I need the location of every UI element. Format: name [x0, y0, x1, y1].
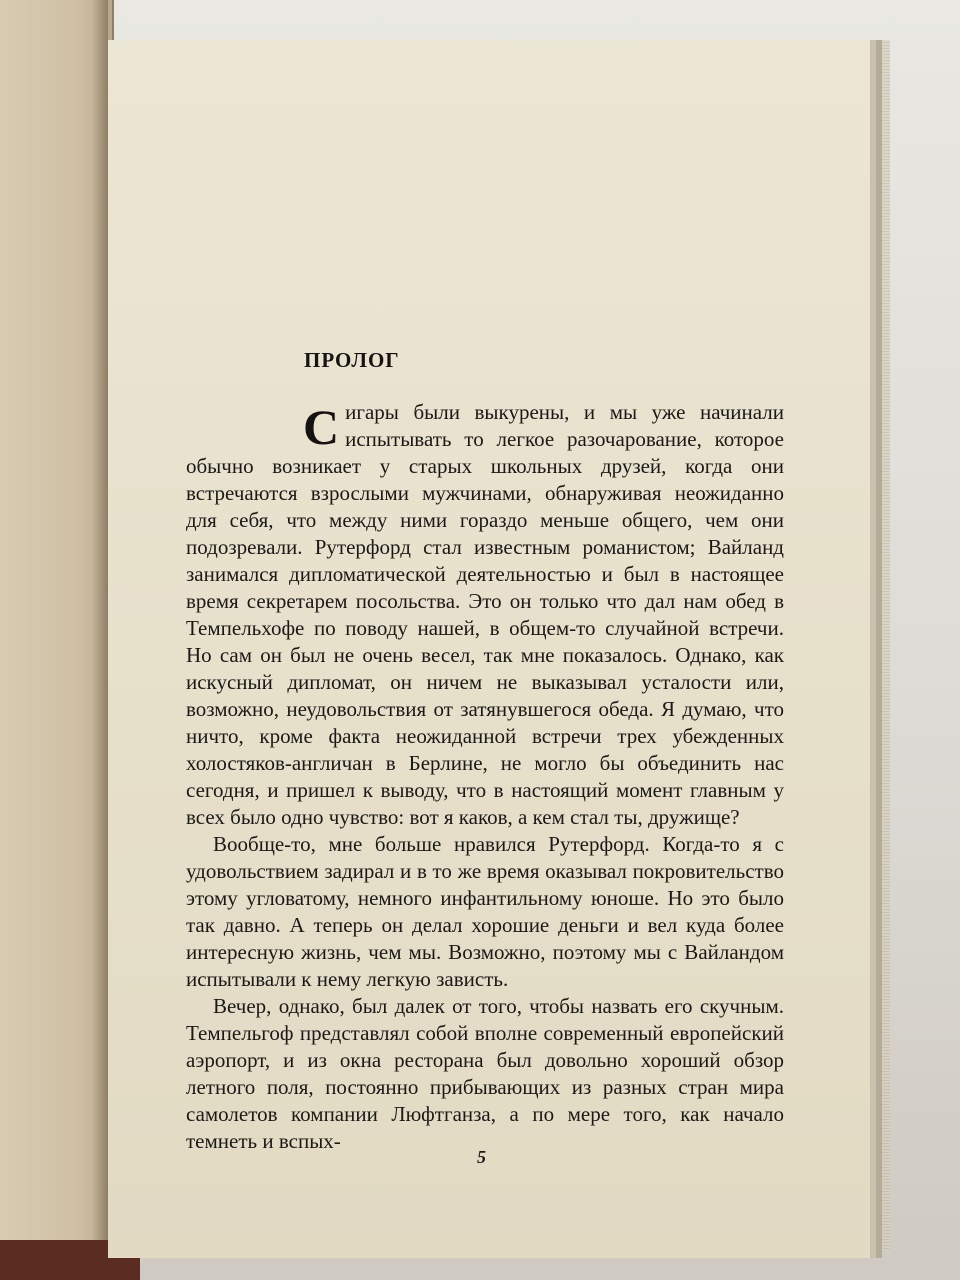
page-stack-edge	[870, 40, 890, 1250]
body-text	[186, 399, 784, 1155]
paragraph-1	[186, 399, 784, 831]
paragraph-2: Вообще-то, мне больше нравился Рутерфорд. Когда-то я с удовольствием задирал и в то же время оказывал покровительство этому угловатому, немного инфантильному юноше. Но это было так давно. А теперь он делал хорошие деньги и вел куда более интересную жизнь, чем мы. Возможно, поэтому мы с Вайландом испытывали к нему легкую зависть.	[186, 832, 784, 991]
drop-cap: С	[303, 399, 340, 455]
book-spine-shadow	[92, 0, 108, 1280]
chapter-title: ПРОЛОГ	[304, 348, 400, 372]
paragraph-1-text: игары были выкурены, и мы уже начинали испытывать то легкое разочарование, которое обычно возникает у старых школьных друзей, когда они встречаются взрослыми мужчинами, обнаруживая неожиданно для себя, что между ними гораздо меньше общего, чем они подозревали. Рутерфорд стал известным романистом; Вайланд занимался дипломатической деятельностью и был в настоящее время секретарем посольства. Это он только что дал нам обед в Темпельхофе по поводу нашей, в общем-то случайной встречи. Но сам он был не очень весел, так мне показалось. Однако, как искусный дипломат, он ничем не выказывал усталости или, возможно, неудовольствия от затянувшегося обеда. Я думаю, что ничто, кроме факта неожиданной встречи трех убежденных холостяков-англичан в Берлине, не могло бы объединить нас сегодня, и пришел к выводу, что в настоящий момент главным у всех было одно чувство: вот я каков, а кем стал ты, дружище?	[186, 400, 784, 829]
page-number: 5	[477, 1147, 486, 1167]
paragraph-3: Вечер, однако, был далек от того, чтобы назвать его скучным. Темпельгоф представлял собой вполне современный европейский аэропорт, и из окна ресторана был довольно хороший обзор летного поля, постоянно прибывающих из разных стран мира самолетов компании Люфтганза, а по мере того, как начало темнеть и вспых-	[186, 994, 784, 1153]
